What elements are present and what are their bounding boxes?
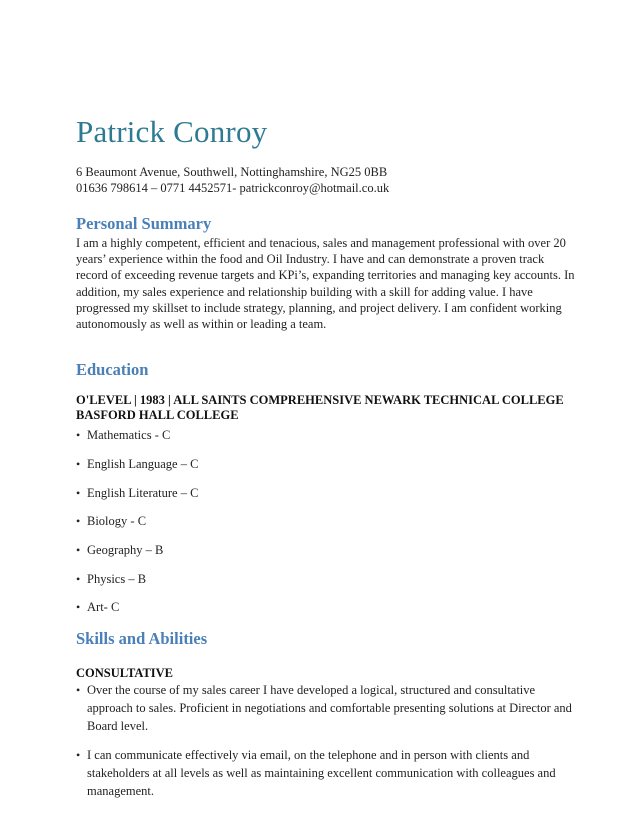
list-item	[76, 427, 576, 443]
bullet-icon: •	[76, 600, 81, 615]
skill-text: I can communicate effectively via email, on the telephone and in person with clients and stakeholders at all levels as well as maintaining excellent communication with colleagues and management.	[87, 747, 556, 799]
contact-address: 6 Beaumont Avenue, Southwell, Nottinghamshire, NG25 0BB	[76, 165, 388, 179]
skills-subheading: CONSULTATIVE	[76, 666, 174, 681]
bullet-icon: •	[76, 456, 81, 471]
list-item	[76, 456, 576, 472]
list-item	[76, 599, 576, 615]
bullet-icon: •	[76, 485, 81, 500]
education-heading: Education	[76, 360, 149, 380]
list-item	[76, 571, 576, 587]
grade-text: Mathematics - C	[87, 428, 171, 443]
bullet-icon: •	[76, 683, 81, 698]
grade-text: English Language – C	[87, 456, 199, 471]
education-institutions: O'LEVEL | 1983 | ALL SAINTS COMPREHENSIVE NEWARK TECHNICAL COLLEGE BASFORD HALL COLLEGE	[76, 393, 564, 423]
bullet-icon: •	[76, 514, 81, 529]
bullet-icon: •	[76, 428, 81, 443]
list-item	[76, 485, 576, 501]
skill-text: Over the course of my sales career I have developed a logical, structured and consultative approach to sales. Proficient in negotiations and comfortable presenting solutions at Director and Board level.	[87, 683, 572, 734]
resume-page	[76, 112, 576, 810]
list-item	[76, 513, 576, 529]
bullet-icon: •	[76, 542, 81, 557]
list-item	[76, 542, 576, 558]
candidate-name: Patrick Conroy	[76, 114, 268, 149]
personal-summary-heading: Personal Summary	[76, 214, 212, 233]
grade-text: English Literature – C	[87, 485, 199, 500]
skills-list	[76, 681, 576, 800]
grade-text: Art- C	[87, 600, 120, 615]
grade-text: Physics – B	[87, 571, 147, 586]
contact-phone-email: 01636 798614 – 0771 4452571- patrickconroy@hotmail.co.uk	[76, 181, 390, 195]
grades-list	[76, 427, 576, 615]
list-item	[76, 681, 576, 736]
grade-text: Geography – B	[87, 542, 164, 557]
grade-text: Biology - C	[87, 514, 147, 529]
personal-summary-text: I am a highly competent, efficient and tenacious, sales and management professional with over 20 years’ experience within the food and Oil Industry. I have and can demonstrate a proven track record of exceeding revenue targets and KPi’s, expanding territories and managing key accounts. In addition, my sales experience and relationship building with a skill for adding value. I have progressed my skillset to include strategy, planning, and project delivery. I am confident working autonomously as well as within or leading a team.	[76, 236, 575, 332]
bullet-icon: •	[76, 747, 81, 762]
list-item	[76, 746, 576, 801]
skills-heading: Skills and Abilities	[76, 629, 208, 649]
bullet-icon: •	[76, 571, 81, 586]
